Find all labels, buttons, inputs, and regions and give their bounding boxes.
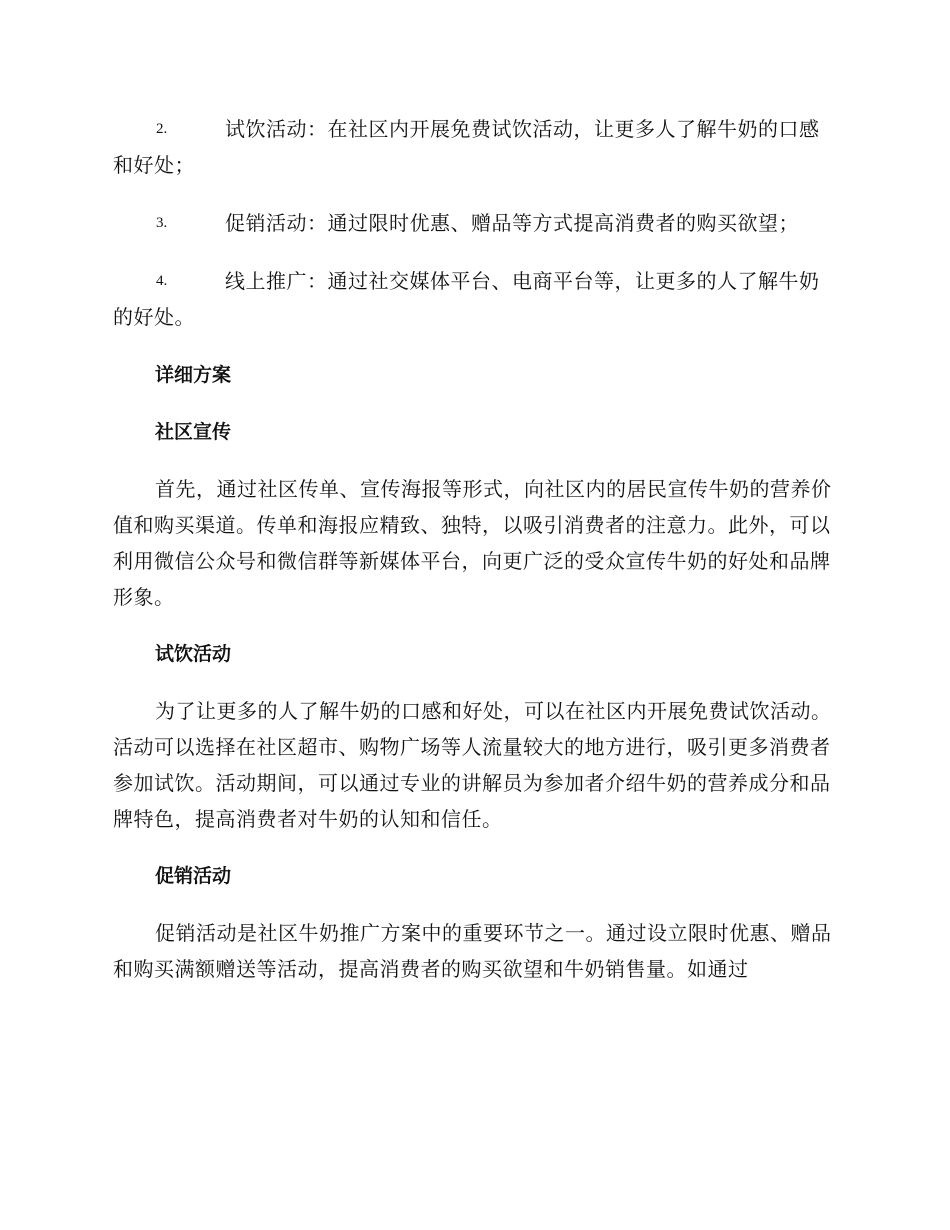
list-text: 试饮活动：在社区内开展免费试饮活动，让更多人了解牛奶的口感和好处； <box>113 117 820 177</box>
list-text: 线上推广：通过社交媒体平台、电商平台等，让更多的人了解牛奶的好处。 <box>113 269 820 329</box>
document-body <box>113 111 833 1008</box>
list-number: 3. <box>156 215 168 231</box>
list-item <box>113 263 833 335</box>
list-number: 4. <box>156 273 168 289</box>
tasting-paragraph: 为了让更多的人了解牛奶的口感和好处，可以在社区内开展免费试饮活动。活动可以选择在社区超市、购物广场等人流量较大的地方进行，吸引更多消费者参加试饮。活动期间，可以通过专业的讲解员为参加者介绍牛奶的营养成分和品牌特色，提高消费者对牛奶的认知和信任。 <box>113 699 832 831</box>
promotion-paragraph: 促销活动是社区牛奶推广方案中的重要环节之一。通过设立限时优惠、赠品和购买满额赠送等活动，提高消费者的购买欲望和牛奶销售量。如通过 <box>113 921 832 981</box>
community-heading: 社区宣传 <box>155 421 232 443</box>
community-paragraph: 首先，通过社区传单、宣传海报等形式，向社区内的居民宣传牛奶的营养价值和购买渠道。传单和海报应精致、独特，以吸引消费者的注意力。此外，可以利用微信公众号和微信群等新媒体平台，向更广泛的受众宣传牛奶的好处和品牌形象。 <box>113 477 832 609</box>
tasting-heading: 试饮活动 <box>155 643 232 665</box>
list-text: 促销活动：通过限时优惠、赠品等方式提高消费者的购买欲望； <box>225 211 799 235</box>
list-item <box>113 111 833 183</box>
promotion-heading: 促销活动 <box>155 865 232 887</box>
list-number: 2. <box>156 121 168 137</box>
list-item <box>113 205 833 241</box>
section-title: 详细方案 <box>155 364 232 386</box>
